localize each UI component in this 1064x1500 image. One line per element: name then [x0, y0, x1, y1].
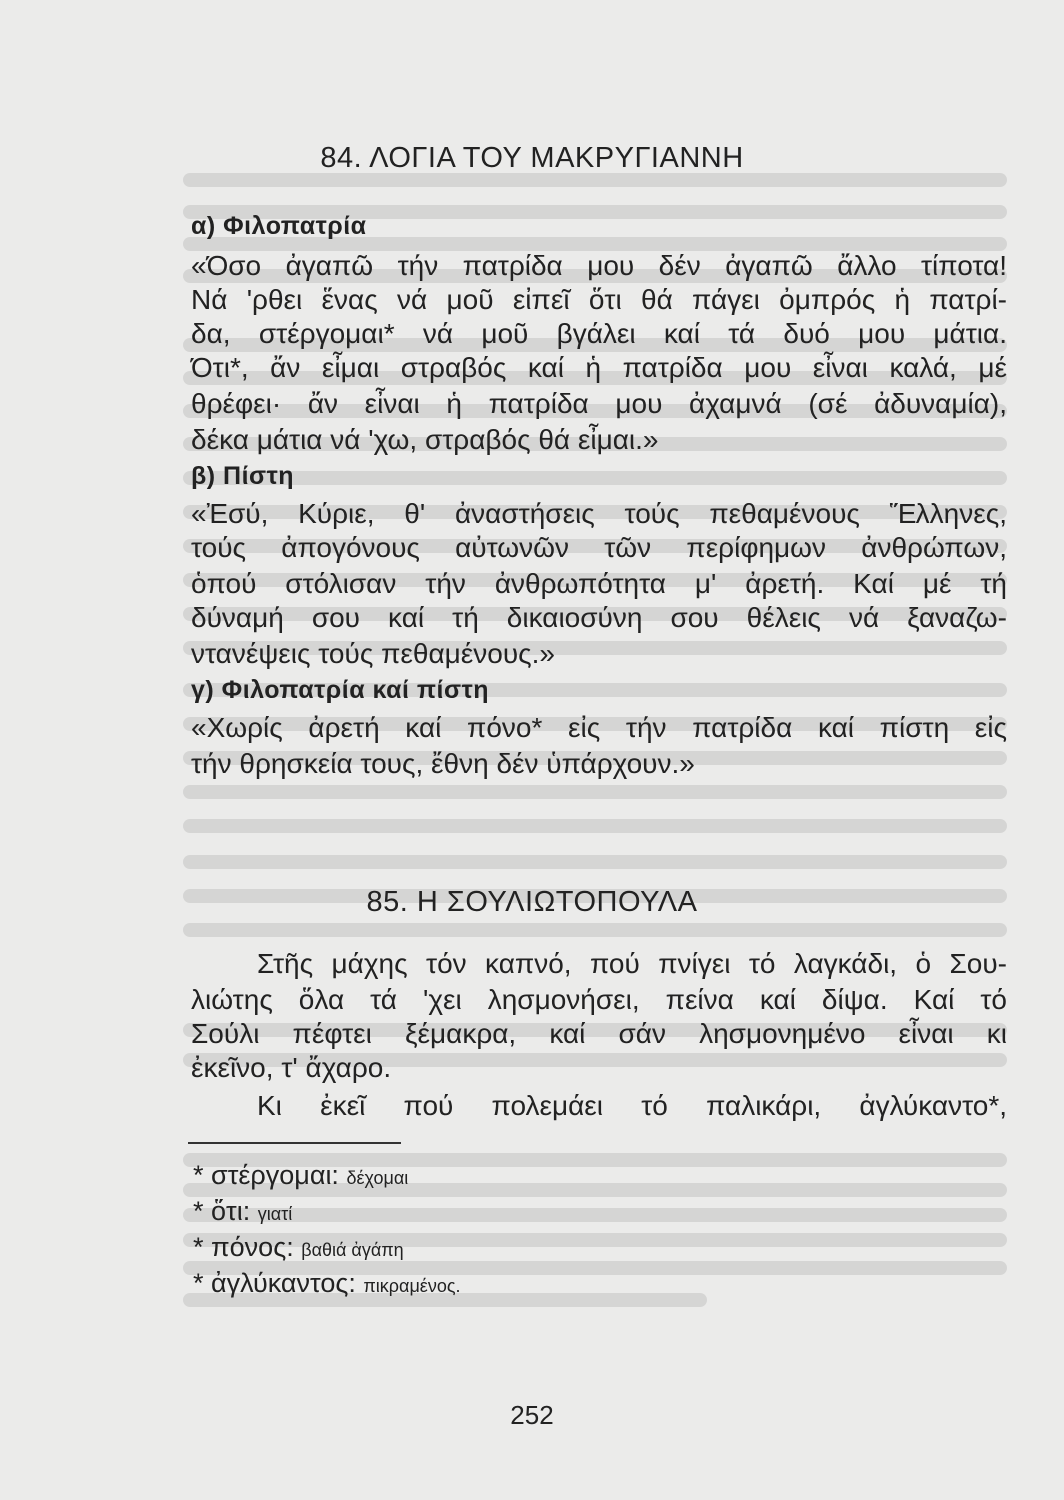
text-line: τήν θρησκεία τους, ἔθνη δέν ὑπάρχουν.»	[191, 748, 695, 779]
footnote	[193, 1268, 461, 1299]
text-line: θρέφει· ἄν εἶναι ἡ πατρίδα μου ἀχαμνά (σέ ἀδυναμία),	[191, 388, 1007, 419]
text-line: Στῆς μάχης τόν καπνό, πού πνίγει τό λαγκάδι, ὁ Σου-	[257, 948, 1007, 979]
text-line: «Χωρίς ἀρετή καί πόνο* εἰς τήν πατρίδα καί πίστη εἰς	[191, 712, 1007, 743]
text-line: λιώτης ὅλα τά 'χει λησμονήσει, πείνα καί δίψα. Καί τό	[191, 984, 1007, 1015]
text-line: Νά 'ρθει ἕνας νά μοῦ εἰπεῖ ὅτι θά πάγει ὀμπρός ἡ πατρί-	[191, 284, 1007, 315]
text-line: ὁπού στόλισαν τήν ἀνθρωπότητα μ' ἀρετή. Καί μέ τή	[191, 568, 1007, 599]
footnote	[193, 1196, 292, 1227]
text-line: ντανέψεις τούς πεθαμένους.»	[191, 638, 555, 669]
footnote-definition: δέχομαι	[346, 1168, 409, 1188]
text-line: δα, στέργομαι* νά μοῦ βγάλει καί τά δυό μου μάτια.	[191, 318, 1007, 349]
footnote-mark: *	[193, 1232, 204, 1262]
section-85-title: 85. Η ΣΟΥΛΙΩΤΟΠΟΥΛΑ	[366, 886, 698, 918]
footnote-definition: γιατί	[257, 1204, 293, 1224]
text-line: «Όσο ἀγαπῶ τήν πατρίδα μου δέν ἀγαπῶ ἄλλο τίποτα!	[191, 250, 1007, 281]
text-line: Κι ἐκεῖ πού πολεμάει τό παλικάρι, ἀγλύκαντο*,	[257, 1090, 1007, 1121]
text-line: δύναμή σου καί τή δικαιοσύνη σου θέλεις νά ξαναζω-	[191, 602, 1007, 633]
footnote-definition: βαθιά ἀγάπη	[301, 1240, 404, 1260]
footnote	[193, 1160, 408, 1191]
footnote-term: ὅτι:	[211, 1196, 251, 1226]
subsection-b-heading: β) Πίστη	[191, 462, 295, 490]
subsection-c-heading: γ) Φιλοπατρία καί πίστη	[191, 676, 489, 704]
text-line: τούς ἀπογόνους αὐτωνῶν τῶν περίφημων ἀνθρώπων,	[191, 532, 1007, 563]
footnote-mark: *	[193, 1196, 204, 1226]
footnote	[193, 1232, 404, 1263]
footnote-term: στέργομαι:	[211, 1160, 339, 1190]
page-number: 252	[510, 1400, 554, 1430]
text-line: «Ἐσύ, Κύριε, θ' ἀναστήσεις τούς πεθαμένους Ἕλληνες,	[191, 498, 1007, 529]
footnote-divider	[188, 1142, 401, 1144]
footnote-mark: *	[193, 1160, 204, 1190]
footnote-mark: *	[193, 1268, 204, 1298]
footnote-definition: πικραμένος.	[363, 1276, 461, 1296]
text-line: δέκα μάτια νά 'χω, στραβός θά εἶμαι.»	[191, 424, 659, 455]
section-84-title: 84. ΛΟΓΙΑ ΤΟΥ ΜΑΚΡΥΓΙΑΝΝΗ	[320, 142, 744, 174]
footnote-term: ἀγλύκαντος:	[211, 1268, 356, 1298]
text-line: Σούλι πέφτει ξέμακρα, καί σάν λησμονημένο εἶναι κι	[191, 1018, 1007, 1049]
text-line: ἐκεῖνο, τ' ἄχαρο.	[191, 1052, 392, 1083]
text-line: Ότι*, ἄν εἶμαι στραβός καί ἡ πατρίδα μου εἶναι καλά, μέ	[191, 352, 1007, 383]
footnote-term: πόνος:	[211, 1232, 294, 1262]
subsection-a-heading: α) Φιλοπατρία	[191, 212, 367, 240]
